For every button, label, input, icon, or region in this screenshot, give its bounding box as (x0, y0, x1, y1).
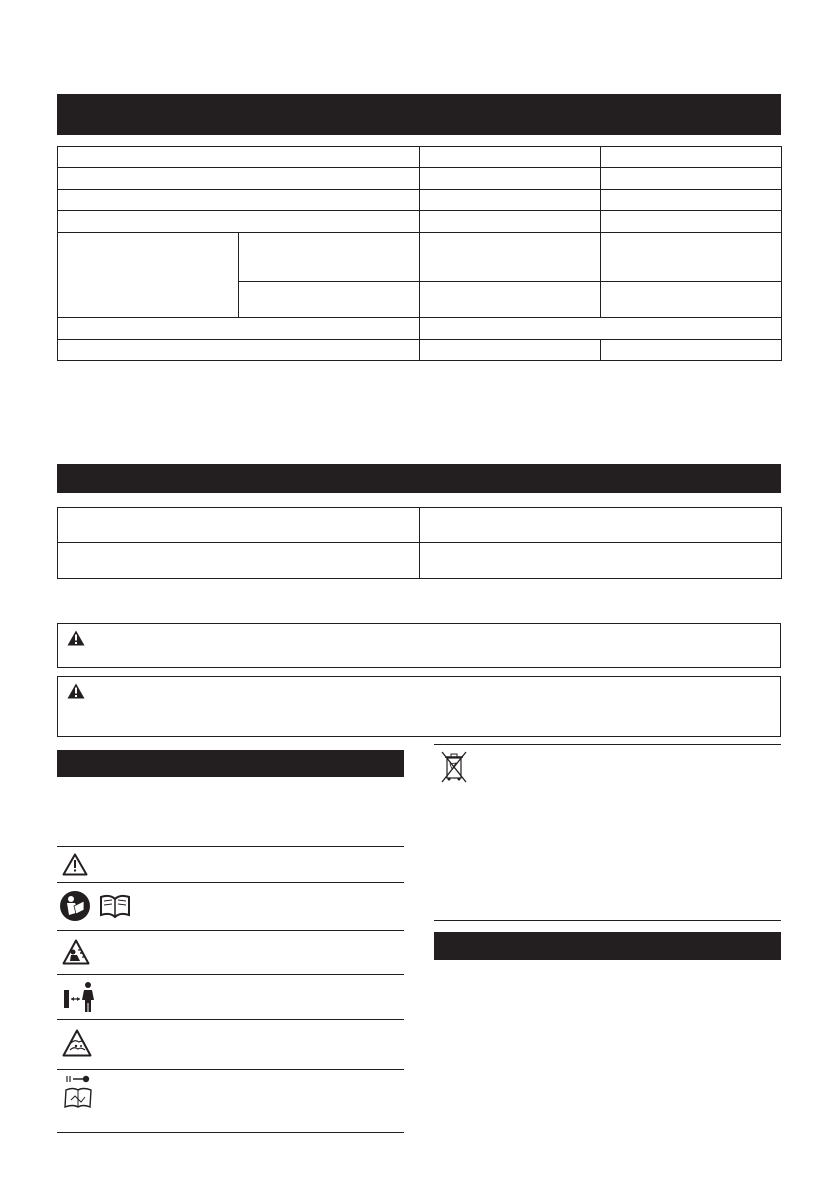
divider (434, 744, 781, 745)
specifications-header-bar (57, 94, 781, 135)
warning-triangle-icon (67, 630, 85, 646)
spec-cell (58, 147, 420, 168)
specifications-table (57, 146, 782, 361)
spec-cell (419, 282, 601, 318)
spec-cell (601, 147, 782, 168)
warning-box-2 (57, 676, 781, 737)
symbol-row (57, 883, 404, 930)
symbol-row (57, 1070, 404, 1132)
spec-group-label (58, 233, 239, 318)
flying-debris-icon (62, 939, 90, 965)
accessories-table (57, 507, 782, 579)
warning-triangle-icon (67, 683, 85, 699)
accessory-cell (420, 508, 782, 543)
spec-cell (58, 318, 420, 340)
symbol-row (57, 1020, 404, 1069)
table-row (58, 508, 782, 543)
spec-cell (601, 168, 782, 190)
keep-distance-icon (63, 981, 97, 1013)
warning-box-1 (57, 623, 781, 668)
spec-cell (419, 147, 601, 168)
spec-cell (601, 340, 782, 361)
table-row (58, 233, 782, 282)
accessory-cell (58, 508, 420, 543)
accessory-cell (58, 543, 420, 579)
spec-cell (419, 168, 601, 190)
spec-cell (601, 233, 782, 282)
read-manual-icon (59, 890, 133, 922)
table-row (58, 147, 782, 168)
symbol-row (57, 975, 404, 1019)
spec-cell (419, 233, 601, 282)
symbols-list (57, 846, 404, 1133)
standard-accessories-header-bar (57, 464, 781, 493)
spec-cell (58, 211, 420, 233)
warning-triangle-icon (62, 853, 88, 876)
spec-cell (58, 190, 420, 211)
falling-object-icon (62, 1029, 92, 1057)
remove-key-manual-icon (63, 1072, 95, 1110)
symbol-row (57, 847, 404, 882)
spec-cell (601, 190, 782, 211)
spec-cell (601, 282, 782, 318)
spec-cell (419, 318, 782, 340)
table-row (58, 340, 782, 361)
spec-cell (419, 211, 601, 233)
divider (434, 920, 781, 921)
spec-cell (601, 211, 782, 233)
table-row (58, 190, 782, 211)
table-row (58, 318, 782, 340)
crossed-out-bin-icon (440, 750, 468, 784)
table-row (58, 543, 782, 579)
symbol-row (57, 931, 404, 974)
accessory-cell (420, 543, 782, 579)
spec-cell (238, 233, 419, 282)
spec-cell (238, 282, 419, 318)
spec-cell (58, 168, 420, 190)
safety-warnings-header-bar (57, 750, 404, 777)
spec-cell (419, 190, 601, 211)
spec-cell (58, 340, 420, 361)
intended-use-header-bar (434, 932, 781, 960)
divider (57, 1132, 404, 1133)
spec-cell (419, 340, 601, 361)
table-row (58, 211, 782, 233)
table-row (58, 168, 782, 190)
